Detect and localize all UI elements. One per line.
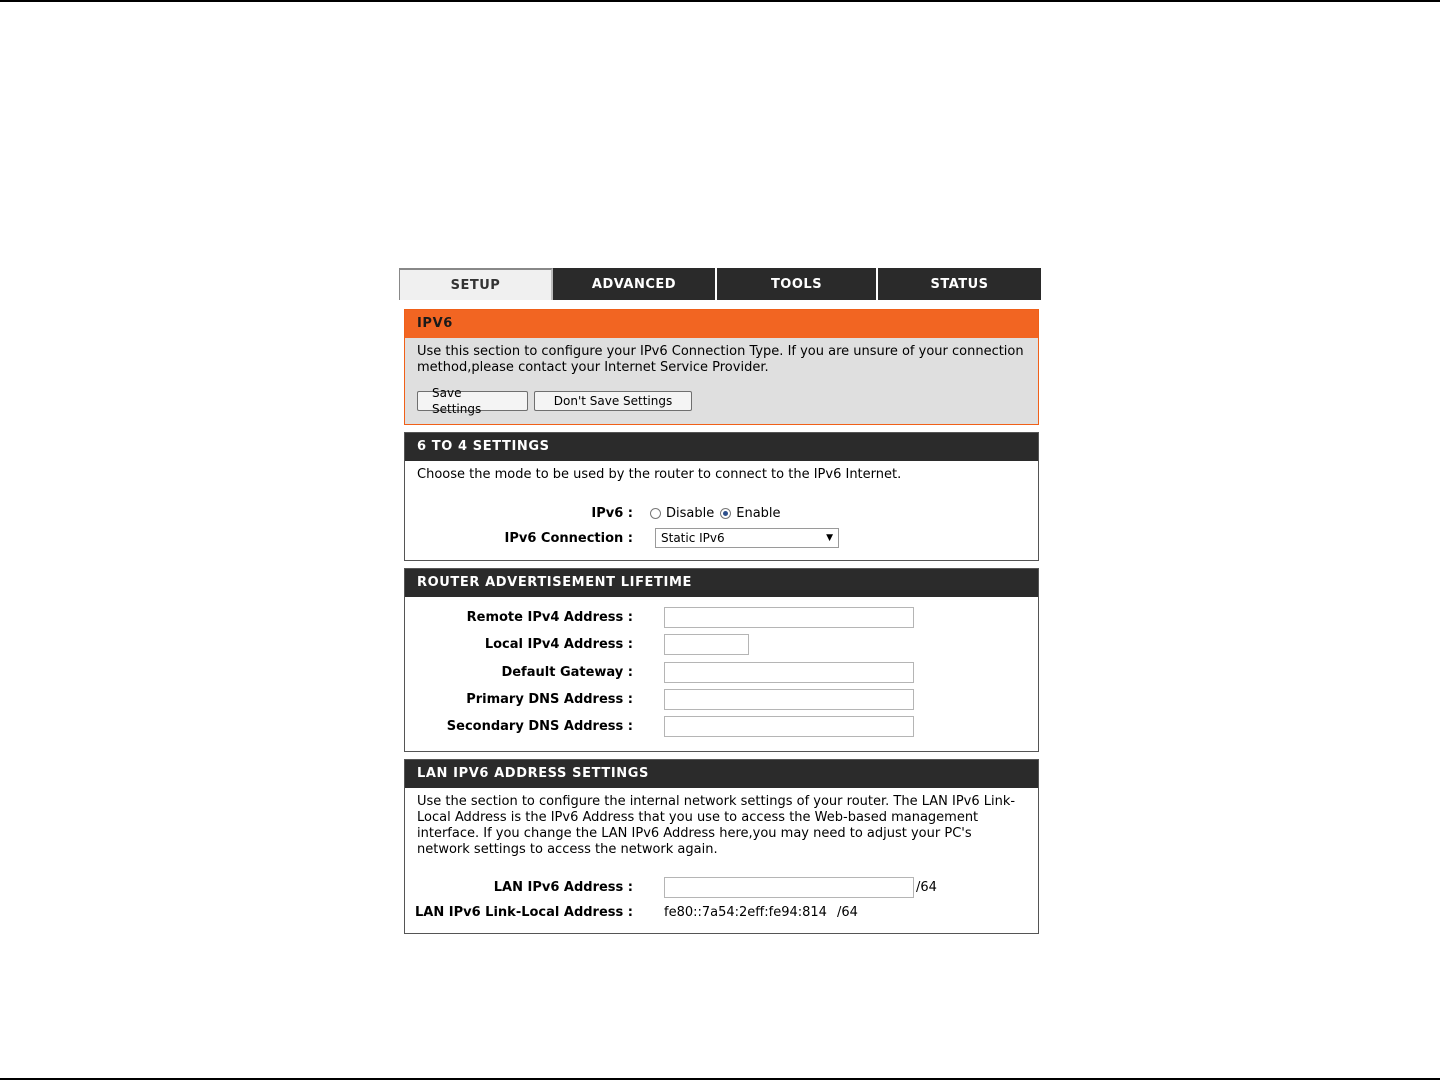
lan-ipv6-link-local-label: LAN IPv6 Link-Local Address : <box>415 904 633 920</box>
tab-advanced[interactable]: ADVANCED <box>553 268 717 300</box>
ipv6-enable-label: Enable <box>736 505 781 521</box>
remote-ipv4-input[interactable] <box>664 607 914 628</box>
ipv6-disable-label: Disable <box>666 505 715 521</box>
six-to-four-title: 6 TO 4 SETTINGS <box>405 433 1038 461</box>
lan-ipv6-address-label: LAN IPv6 Address : <box>493 879 633 895</box>
ipv6-panel <box>404 309 1039 425</box>
tab-setup[interactable]: SETUP <box>399 268 553 300</box>
primary-dns-label: Primary DNS Address : <box>466 691 633 707</box>
default-gateway-row <box>405 661 1038 683</box>
router-advertisement-title: ROUTER ADVERTISEMENT LIFETIME <box>405 569 1038 597</box>
secondary-dns-label: Secondary DNS Address : <box>446 718 633 734</box>
top-rule <box>0 0 1440 2</box>
tab-tools[interactable]: TOOLS <box>717 268 878 300</box>
lan-ipv6-description: Use the section to configure the internal network settings of your router. The LAN IPv6 Link-Local Address is the IPv6 Address that you use to access the Web-based management interface. If you change the LAN IPv6 Address here,you may need to adjust your PC's network settings to access the network again. <box>417 794 1016 857</box>
six-to-four-panel <box>404 432 1039 561</box>
local-ipv4-label: Local IPv4 Address : <box>484 636 633 652</box>
lan-ipv6-title: LAN IPV6 ADDRESS SETTINGS <box>405 760 1038 788</box>
lan-ipv6-address-input[interactable] <box>664 877 914 898</box>
secondary-dns-row <box>405 715 1038 737</box>
dont-save-settings-button[interactable]: Don't Save Settings <box>534 391 692 411</box>
ipv6-panel-title: IPV6 <box>405 310 1038 338</box>
lan-ipv6-panel <box>404 759 1039 934</box>
main-tabs <box>399 268 1041 300</box>
chevron-down-icon: ▼ <box>826 533 833 543</box>
local-ipv4-row <box>405 633 1038 655</box>
ipv6-panel-description: Use this section to configure your IPv6 Connection Type. If you are unsure of your connection method,please contact your Internet Service Provider. <box>417 344 1024 375</box>
remote-ipv4-row <box>405 606 1038 628</box>
ipv6-connection-select[interactable] <box>655 528 839 548</box>
default-gateway-label: Default Gateway : <box>501 664 633 680</box>
local-ipv4-input[interactable] <box>664 634 749 655</box>
ipv6-toggle-row <box>405 502 1038 524</box>
primary-dns-input[interactable] <box>664 689 914 710</box>
ipv6-connection-value: Static IPv6 <box>661 531 725 545</box>
ipv6-toggle-label: IPv6 : <box>591 505 633 521</box>
remote-ipv4-label: Remote IPv4 Address : <box>466 609 633 625</box>
secondary-dns-input[interactable] <box>664 716 914 737</box>
ipv6-enable-radio[interactable] <box>720 508 731 519</box>
default-gateway-input[interactable] <box>664 662 914 683</box>
ipv6-disable-radio[interactable] <box>650 508 661 519</box>
six-to-four-description: Choose the mode to be used by the router to connect to the IPv6 Internet. <box>417 467 902 482</box>
lan-ipv6-address-row <box>405 876 1038 898</box>
tab-status[interactable]: STATUS <box>878 268 1041 300</box>
lan-ipv6-address-suffix: /64 <box>916 879 937 895</box>
ipv6-connection-row <box>405 527 1038 549</box>
primary-dns-row <box>405 688 1038 710</box>
lan-ipv6-link-local-row <box>405 901 1038 923</box>
bottom-rule <box>0 1078 1440 1080</box>
ipv6-connection-label: IPv6 Connection : <box>504 530 633 546</box>
lan-ipv6-link-local-suffix: /64 <box>836 904 858 920</box>
router-advertisement-panel <box>404 568 1039 752</box>
lan-ipv6-link-local-value: fe80::7a54:2eff:fe94:814 <box>664 904 827 920</box>
save-settings-button[interactable]: Save Settings <box>417 391 528 411</box>
